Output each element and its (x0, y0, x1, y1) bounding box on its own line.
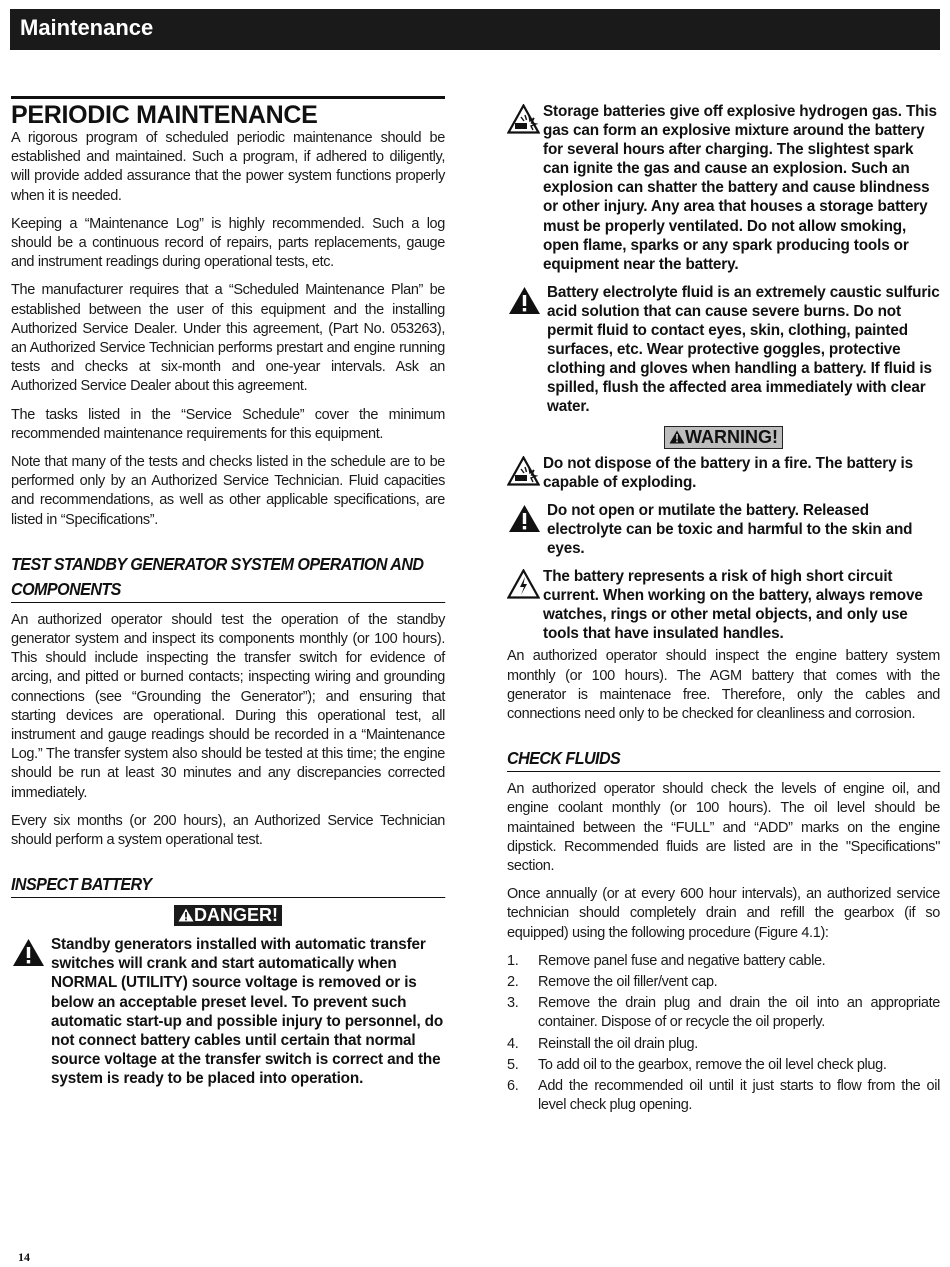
section-title: Maintenance (20, 15, 154, 40)
danger-auto-start (11, 935, 445, 1088)
warning-triangle-icon (669, 430, 685, 444)
battery-inspection-paragraph: An authorized operator should inspect the engine battery system monthly (or 100 hours). The AGM battery that comes with the generator is maintenace free. Therefore, only the cables and connections need only to be checked for cleanliness and corrosion. (507, 648, 940, 722)
warning-fire (507, 454, 940, 492)
test-system-heading: TEST STANDBY GENERATOR SYSTEM OPERATION AND COMPONENTS (11, 552, 445, 603)
periodic-maintenance-heading: PERIODIC MAINTENANCE (11, 96, 445, 129)
warning-explosive-text: Storage batteries give off explosive hydrogen gas. This gas can form an explosive mixture around the battery for several hours after charging. The slightest spark can ignite the gas and cause an explosion. Such an explosion can shatter the battery and cause blindness or other injury. Any area that houses a storage battery must be properly ventilated. Do not allow smoking, open flame, sparks or any spark producing tools or equipment near the battery. (543, 103, 937, 273)
warning-explosive-gas (507, 102, 940, 274)
warning-label (507, 426, 940, 449)
section-header-bar (10, 9, 940, 50)
exclamation-triangle-icon (12, 938, 45, 967)
check-fluids-heading: CHECK FLUIDS (507, 746, 940, 772)
inspect-battery-heading: INSPECT BATTERY (11, 872, 445, 898)
danger-text: Standby generators installed with automatic transfer switches will crank and start automatically when NORMAL (UTILITY) source voltage is removed or is below an acceptable preset level. To prevent such automatic start-up and possible injury to personnel, do not connect battery cables until certain that normal source voltage at the transfer switch is correct and the system is ready to be placed into operation. (51, 936, 444, 1087)
page-number: 14 (18, 1250, 30, 1264)
warning-electrolyte (507, 283, 940, 417)
test-system-body (11, 611, 445, 850)
warning-short-circuit (507, 567, 940, 643)
warning-mutilate-text: Do not open or mutilate the battery. Released electrolyte can be toxic and harmful to the skin and eyes. (547, 501, 913, 557)
warning-short-circuit-text: The battery represents a risk of high short circuit current. When working on the battery, always remove watches, rings or other metal objects, and only use tools that have insulated handles. (543, 567, 923, 643)
list-item: 6. Add the recommended oil until it just starts to flow from the oil level check plug opening. (507, 1078, 940, 1114)
list-item: 1. Remove panel fuse and negative battery cable. (507, 952, 826, 969)
warning-fire-text: Do not dispose of the battery in a fire. The battery is capable of exploding. (543, 454, 913, 491)
check-fluids-body (507, 780, 940, 943)
paragraph: The manufacturer requires that a “Scheduled Maintenance Plan” be established between the user of this equipment and the installing Authorized Service Dealer. Under this agreement, (Part No. 053263), an Authorized Service Technician performs prestart and engine running tests and checks at six-month and one-year intervals. Ask an Authorized Service Dealer about this agreement. (11, 282, 445, 395)
list-item: 4. Reinstall the oil drain plug. (507, 1035, 698, 1052)
exclamation-triangle-icon (508, 286, 541, 315)
paragraph: A rigorous program of scheduled periodic maintenance should be established and maintained. Such a program, if adhered to diligently, will provide added assurance that the power system functions properly when it is needed. (11, 130, 445, 204)
paragraph: Keeping a “Maintenance Log” is highly recommended. Such a log should be a continuous record of repairs, parts replacements, gauge and instrument readings during operational tests, etc. (11, 215, 445, 271)
explosion-hazard-icon (507, 104, 540, 134)
gearbox-procedure-list (507, 952, 940, 1116)
right-column (507, 102, 940, 1117)
paragraph: Every six months (or 200 hours), an Authorized Service Technician should perform a system operational test. (11, 812, 445, 849)
warning-badge (664, 426, 783, 449)
warning-electrolyte-text: Battery electrolyte fluid is an extremely caustic sulfuric acid solution that can cause severe burns. Do not permit fluid to contact eyes, skin, clothing, painted surfaces, etc. Wear protective goggles, protective clothing and gloves when handling a battery. If fluid is spilled, flush the affected area immediately with clear water. (547, 283, 940, 416)
paragraph: An authorized operator should test the operation of the standby generator system and inspect its components monthly (or 100 hours). This should include inspecting the transfer switch for evidence of arcing, and pitted or burned contacts; inspecting wiring and grounding connections (see “Grounding the Generator”); and ensuring that starting devices are operational. During this operational test, all instrument and gauge readings should be recorded in a “Maintenance Log.” The transfer system also should be tested at this time; the engine should be run at least 30 minutes and any discrepancies corrected immediately. (11, 611, 445, 801)
left-column (11, 96, 445, 1088)
paragraph: The tasks listed in the “Service Schedule” cover the minimum recommended maintenance requirements for this equipment. (11, 406, 445, 442)
warning-label-text: WARNING! (685, 426, 778, 447)
electric-shock-icon (507, 569, 540, 599)
danger-badge (174, 905, 282, 926)
paragraph: Once annually (or at every 600 hour intervals), an authorized service technician should completely drain and refill the gearbox (if so equipped) using the following procedure (Figure 4.1): (507, 886, 940, 941)
warning-mutilate (507, 501, 940, 558)
paragraph: Note that many of the tests and checks listed in the schedule are to be performed only by an Authorized Service Technician. Fluid capacities and recommendations, as well as other applicable specifications, are listed in “Specifications”. (11, 454, 445, 528)
list-item: 2. Remove the oil filler/vent cap. (507, 973, 718, 990)
exclamation-triangle-icon (508, 504, 541, 533)
danger-label-text: DANGER! (194, 905, 278, 926)
list-item: 3. Remove the drain plug and drain the oil into an appropriate container. Dispose of or recycle the oil properly. (507, 995, 940, 1031)
list-item: 5. To add oil to the gearbox, remove the oil level check plug. (507, 1056, 887, 1073)
explosion-hazard-icon (507, 456, 540, 486)
danger-label (11, 905, 445, 926)
warning-triangle-icon (178, 908, 194, 922)
periodic-maintenance-body (11, 129, 445, 530)
paragraph: An authorized operator should check the levels of engine oil, and engine coolant monthly (or 100 hours). The oil level should be maintained between the “FULL” and “ADD” marks on the engine dipstick. Recommended fluids are listed are in the "Specifications" section. (507, 781, 940, 874)
